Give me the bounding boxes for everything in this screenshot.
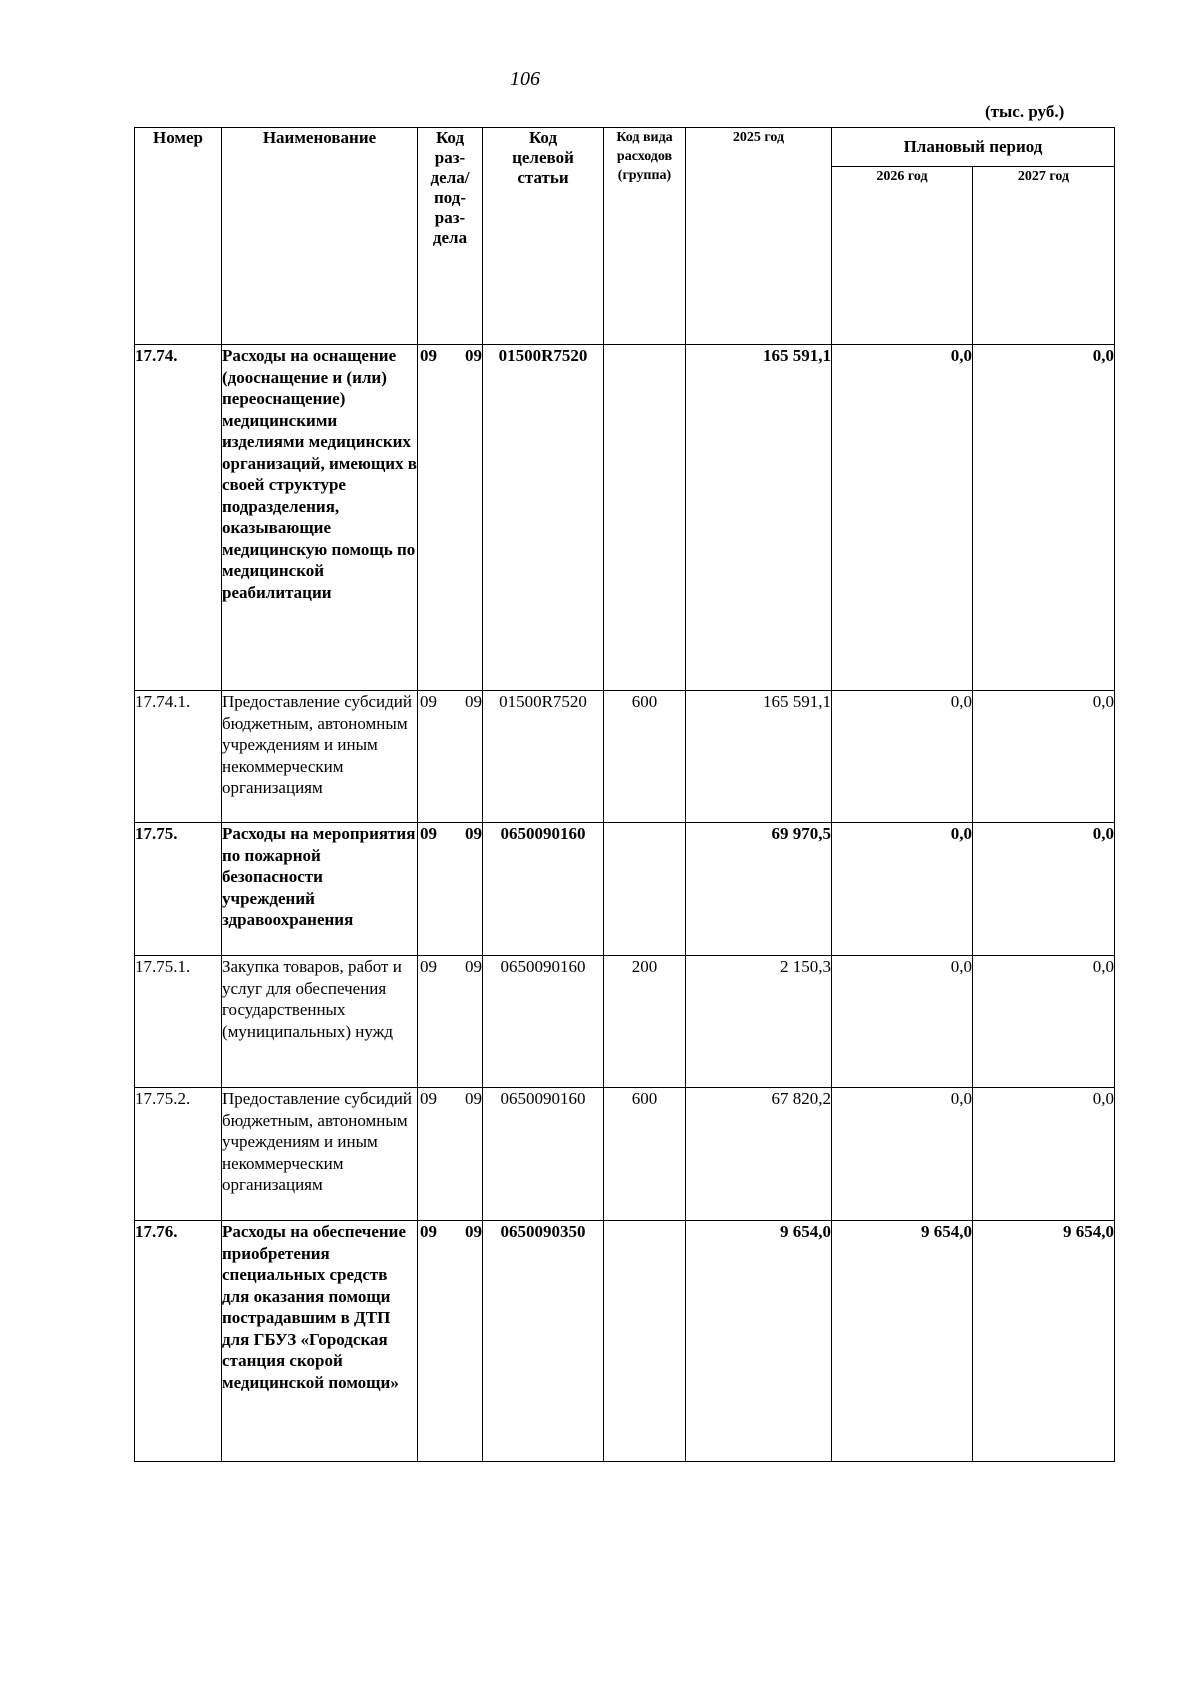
row-section-code (418, 345, 483, 691)
row-amount-2025: 165 591,1 (686, 691, 832, 823)
row-number: 17.74. (135, 345, 222, 691)
row-amount-2026: 0,0 (832, 823, 973, 956)
row-expense-group: 600 (604, 1088, 686, 1221)
row-amount-2025: 165 591,1 (686, 345, 832, 691)
row-expense-group: 600 (604, 691, 686, 823)
unit-label: (тыс. руб.) (985, 102, 1065, 121)
header-expense-type-code: Код вида расходов (группа) (604, 128, 686, 345)
row-name: Расходы на мероприятия по пожарной безопасности учреждений здравоохранения (222, 823, 418, 956)
row-amount-2027: 0,0 (973, 1088, 1115, 1221)
table-row (135, 823, 1115, 956)
subsection-code: 09 (465, 1222, 482, 1241)
row-amount-2026: 0,0 (832, 1088, 973, 1221)
table-row (135, 345, 1115, 691)
row-amount-2027: 0,0 (973, 691, 1115, 823)
row-target-code: 0650090160 (483, 1088, 604, 1221)
row-amount-2026: 9 654,0 (832, 1221, 973, 1462)
row-expense-group (604, 823, 686, 956)
row-name: Предоставление субсидий бюджетным, автономным учреждениям и иным некоммерческим организациям (222, 691, 418, 823)
row-amount-2026: 0,0 (832, 956, 973, 1088)
row-section-code (418, 823, 483, 956)
header-number: Номер (135, 128, 222, 345)
table-row (135, 691, 1115, 823)
row-name: Предоставление субсидий бюджетным, автономным учреждениям и иным некоммерческим организациям (222, 1088, 418, 1221)
row-target-code: 01500R7520 (483, 345, 604, 691)
row-amount-2027: 9 654,0 (973, 1221, 1115, 1462)
page-number: 106 (510, 68, 540, 90)
row-target-code: 0650090350 (483, 1221, 604, 1462)
row-number: 17.75. (135, 823, 222, 956)
subsection-code: 09 (465, 692, 482, 711)
subsection-code: 09 (465, 824, 482, 843)
row-target-code: 01500R7520 (483, 691, 604, 823)
header-row-1 (135, 128, 1115, 167)
row-name: Расходы на обеспечение приобретения специальных средств для оказания помощи пострадавшим в ДТП для ГБУЗ «Городская станция скорой медицинской помощи» (222, 1221, 418, 1462)
header-year-2025: 2025 год (686, 128, 832, 345)
row-section-code (418, 1088, 483, 1221)
header-year-2027: 2027 год (973, 167, 1115, 345)
header-section-code: Код раз-дела/ под-раз-дела (418, 128, 483, 345)
table-row (135, 1088, 1115, 1221)
table-row (135, 956, 1115, 1088)
row-target-code: 0650090160 (483, 956, 604, 1088)
row-amount-2026: 0,0 (832, 345, 973, 691)
header-target-code: Код целевой статьи (483, 128, 604, 345)
row-amount-2026: 0,0 (832, 691, 973, 823)
row-number: 17.75.1. (135, 956, 222, 1088)
row-expense-group (604, 1221, 686, 1462)
table-row (135, 1221, 1115, 1462)
row-section-code (418, 956, 483, 1088)
section-code: 09 (420, 692, 437, 711)
row-amount-2025: 67 820,2 (686, 1088, 832, 1221)
row-amount-2027: 0,0 (973, 823, 1115, 956)
table-body (135, 345, 1115, 1462)
row-amount-2025: 9 654,0 (686, 1221, 832, 1462)
subsection-code: 09 (465, 1089, 482, 1108)
header-year-2026: 2026 год (832, 167, 973, 345)
subsection-code: 09 (465, 346, 482, 365)
row-name: Расходы на оснащение (дооснащение и (или) переоснащение) медицинскими изделиями медицинских организаций, имеющих в своей структуре подразделения, оказывающие медицинскую помощь по медицинской реабилитации (222, 345, 418, 691)
budget-table (134, 127, 1115, 1462)
row-expense-group: 200 (604, 956, 686, 1088)
row-amount-2025: 2 150,3 (686, 956, 832, 1088)
section-code: 09 (420, 824, 437, 843)
header-planned-period: Плановый период (832, 128, 1115, 167)
row-number: 17.75.2. (135, 1088, 222, 1221)
row-number: 17.76. (135, 1221, 222, 1462)
section-code: 09 (420, 957, 437, 976)
header-name: Наименование (222, 128, 418, 345)
row-amount-2027: 0,0 (973, 956, 1115, 1088)
subsection-code: 09 (465, 957, 482, 976)
row-amount-2025: 69 970,5 (686, 823, 832, 956)
row-target-code: 0650090160 (483, 823, 604, 956)
row-amount-2027: 0,0 (973, 345, 1115, 691)
row-name: Закупка товаров, работ и услуг для обеспечения государственных (муниципальных) нужд (222, 956, 418, 1088)
row-section-code (418, 691, 483, 823)
row-number: 17.74.1. (135, 691, 222, 823)
row-section-code (418, 1221, 483, 1462)
row-expense-group (604, 345, 686, 691)
section-code: 09 (420, 1222, 437, 1241)
section-code: 09 (420, 346, 437, 365)
section-code: 09 (420, 1089, 437, 1108)
